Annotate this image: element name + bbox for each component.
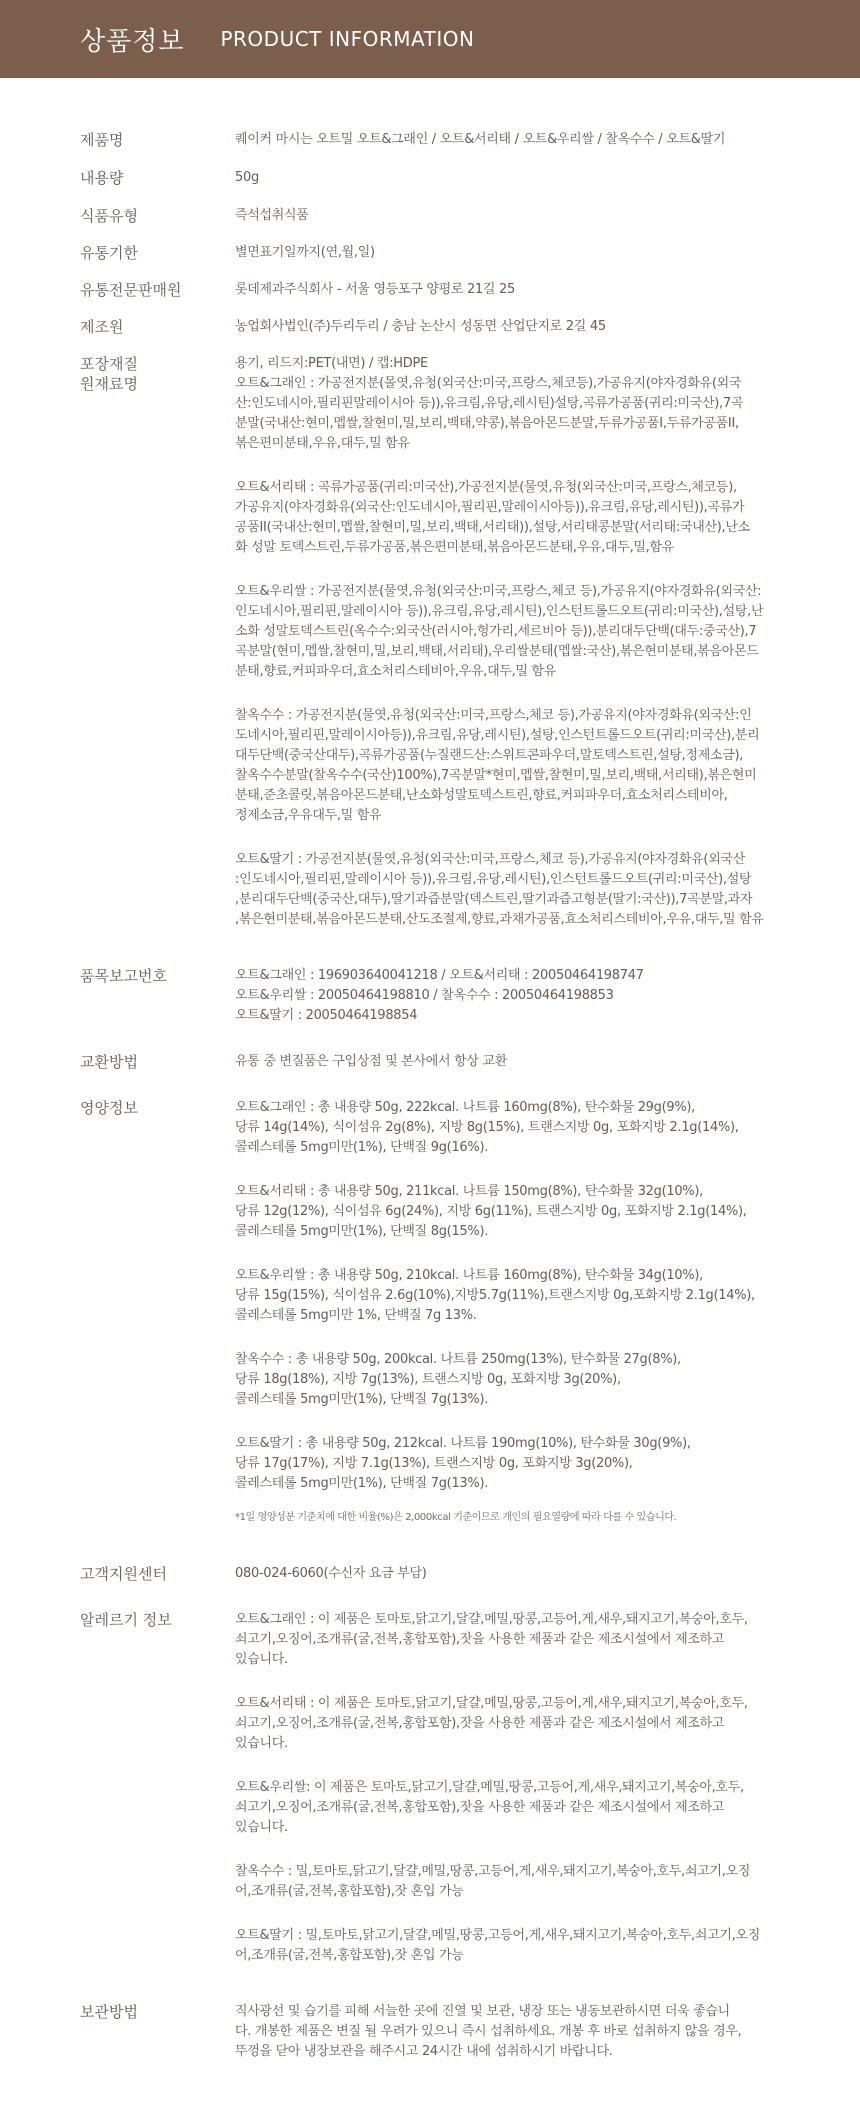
value-manufacturer: 농업회사법인(주)두리두리 / 충남 논산시 성동면 산업단지로 2길 45 bbox=[235, 319, 606, 334]
text-line: 오트&그래인 : 이 제품은 토마토,닭고기,달걀,메밀,땅콩,고등어,게,새우,돼지고기,복숭아,호두, bbox=[235, 1612, 748, 1627]
text-line: 오트&딸기 : 가공전지분(물엿,유청(외국산:미국,프랑스,체코 등),가공유지(야자경화유(외국산 bbox=[235, 852, 745, 867]
value-storage bbox=[235, 2002, 805, 2062]
label-report-no: 품목보고번호 bbox=[80, 967, 167, 985]
text-line: 곡분말(현미,멥쌀,찰현미,밀,보리,백태,서리태),우리쌀분태(멥쌀:국산),볶은현미분태,볶음아몬드 bbox=[235, 644, 759, 659]
nutrition-paragraph bbox=[235, 1434, 805, 1494]
allergy-paragraph bbox=[235, 1926, 805, 1966]
text-line: 콜레스테롤 5mg미만(1%), 단백질 9g(16%). bbox=[235, 1140, 489, 1155]
text-line: 오트&우리쌀 : 20050464198810 / 찰옥수수 : 20050464198853 bbox=[235, 988, 614, 1003]
text-line: 분태,준초콜릿,볶음아몬드분태,난소화성말토덱스트린,향료,커피파우더,효소처리스테비아, bbox=[235, 788, 728, 803]
row-food-type bbox=[80, 206, 830, 226]
text-line: 다. 개봉한 제품은 변질 될 우려가 있으니 즉시 섭취하세요. 개봉 후 바로 섭취하지 않을 경우, bbox=[235, 2024, 742, 2039]
label-ingredients: 원재료명 bbox=[80, 375, 138, 393]
row-expiry bbox=[80, 243, 830, 263]
text-line: 오트&딸기 : 밀,토마토,닭고기,달걀,메밀,땅콩,고등어,게,새우,돼지고기,복숭아,호두,쇠고기,오징 bbox=[235, 1928, 760, 1943]
text-line: 찰옥수수 : 밀,토마토,닭고기,달걀,메밀,땅콩,고등어,게,새우,돼지고기,복숭아,호두,쇠고기,오징 bbox=[235, 1864, 751, 1879]
nutrition-footnote: *1일 영양성분 기준치에 대한 비율(%)은 2,000kcal 기준이므로 개인의 필요열량에 따라 다를 수 있습니다. bbox=[235, 1512, 677, 1523]
allergy-paragraph bbox=[235, 1862, 805, 1902]
nutrition-paragraph bbox=[235, 1350, 805, 1410]
text-line: 찰옥수수분말(찰옥수수(국산)100%),7곡분말*현미,멥쌀,찰현미,밀,보리,백태,서리태),볶은현미 bbox=[235, 768, 757, 783]
value-food-type: 즉석섭취식품 bbox=[235, 208, 309, 223]
text-line: 인도네시아,필리핀,말레이시아 등)),유크림,유당,레시틴),인스턴트롤드오트(귀리:미국산),설탕,난 bbox=[235, 604, 764, 619]
text-line: 오트&서리태 : 총 내용량 50g, 211kcal. 나트륨 150mg(8%), 탄수화물 32g(10%), bbox=[235, 1184, 703, 1199]
text-line: 당류 17g(17%), 지방 7.1g(13%), 트랜스지방 0g, 포화지방 3g(20%), bbox=[235, 1456, 633, 1471]
label-exchange: 교환방법 bbox=[80, 1053, 138, 1071]
label-allergy: 알레르기 정보 bbox=[80, 1611, 172, 1629]
page-header bbox=[0, 0, 860, 78]
row-volume bbox=[80, 168, 830, 188]
value-volume: 50g bbox=[235, 170, 259, 185]
value-ingredients bbox=[235, 374, 805, 930]
text-line: 있습니다. bbox=[235, 1820, 288, 1835]
text-line: 어,조개류(굴,전복,홍합포함),잣 혼입 가능 bbox=[235, 1884, 464, 1899]
value-customer-center: 080-024-6060(수신자 요금 부담) bbox=[235, 1566, 427, 1581]
nutrition-paragraph bbox=[235, 1182, 805, 1242]
text-line: 어,조개류(굴,전복,홍합포함),잣 혼입 가능 bbox=[235, 1948, 464, 1963]
ingredients-paragraph bbox=[235, 582, 805, 682]
label-product-name: 제품명 bbox=[80, 131, 124, 149]
text-line: 있습니다. bbox=[235, 1736, 288, 1751]
row-storage bbox=[80, 2002, 830, 2062]
row-product-name bbox=[80, 130, 830, 150]
header-title-ko: 상품정보 bbox=[80, 26, 185, 57]
text-line: 오트&그래인 : 196903640041218 / 오트&서리태 : 20050464198747 bbox=[235, 968, 644, 983]
value-exchange: 유통 중 변질품은 구입상점 및 본사에서 항상 교환 bbox=[235, 1054, 507, 1069]
allergy-paragraph bbox=[235, 1778, 805, 1838]
label-expiry: 유통기한 bbox=[80, 244, 138, 262]
allergy-paragraph bbox=[235, 1610, 805, 1670]
text-line: :인도네시아,필리핀,말레이시아 등)),유크림,유당,레시틴),인스턴트롤드오트(귀리:미국산),설탕 bbox=[235, 872, 752, 887]
text-line: 쇠고기,오징어,조개류(굴,전복,홍합포함),잣을 사용한 제품과 같은 제조시설에서 제조하고 bbox=[235, 1800, 725, 1815]
text-line: 오트&서리태 : 곡류가공품(귀리:미국산),가공전지분(물엿,유청(외국산:미국,프랑스,체코등), bbox=[235, 480, 737, 495]
text-line: 뚜껑을 닫아 냉장보관을 해주시고 24시간 내에 섭취하시기 바랍니다. bbox=[235, 2044, 613, 2059]
row-distributor bbox=[80, 280, 830, 300]
text-line: 직사광선 및 습기를 피해 서늘한 곳에 진열 및 보관, 냉장 또는 냉동보관하시면 더욱 좋습니 bbox=[235, 2004, 730, 2019]
row-allergy bbox=[80, 1610, 830, 1966]
text-line: 오트&그래인 : 가공전지분(몰엿,유청(외국산:미국,프랑스,체코등),가공유지(야자경화유(외국 bbox=[235, 376, 742, 391]
ingredients-paragraph bbox=[235, 374, 805, 454]
value-expiry: 별면표기일까지(연,월,일) bbox=[235, 245, 375, 260]
text-line: 콜레스테롤 5mg미만(1%), 단백질 8g(15%). bbox=[235, 1224, 489, 1239]
nutrition-paragraph bbox=[235, 1098, 805, 1158]
label-manufacturer: 제조원 bbox=[80, 318, 124, 336]
text-line: 오트&딸기 : 20050464198854 bbox=[235, 1008, 418, 1023]
value-allergy bbox=[235, 1610, 805, 1966]
text-line: 볶은편미분태,우유,대두,밀 함유 bbox=[235, 436, 410, 451]
text-line: 도네시아,필리핀,말레이시아등)),유크림,유당,레시틴),설탕,인스턴트롤드오트(귀리:미국산),분리 bbox=[235, 728, 760, 743]
value-distributor: 롯데제과주식회사 - 서울 영등포구 양평로 21길 25 bbox=[235, 282, 515, 297]
row-report-no bbox=[80, 966, 830, 1026]
allergy-paragraph bbox=[235, 1694, 805, 1754]
text-line: 당류 15g(15%), 식이섬유 2.6g(10%),지방5.7g(11%),트랜스지방 0g,포화지방 2.1g(14%), bbox=[235, 1288, 755, 1303]
nutrition-paragraph bbox=[235, 1266, 805, 1326]
text-line: 당류 18g(18%), 지방 7g(13%), 트랜스지방 0g, 포화지방 3g(20%), bbox=[235, 1372, 621, 1387]
ingredients-paragraph bbox=[235, 478, 805, 558]
value-report-no bbox=[235, 966, 805, 1026]
header-title-en: PRODUCT INFORMATION bbox=[220, 27, 475, 51]
text-line: 산:인도네시아,필리핀말레이시아 등)),유크림,유당,레시틴)설탕,곡류가공품(귀리:미국산),7곡 bbox=[235, 396, 744, 411]
text-line: 오트&딸기 : 총 내용량 50g, 212kcal. 나트륨 190mg(10%), 탄수화물 30g(9%), bbox=[235, 1436, 691, 1451]
label-distributor: 유통전문판매원 bbox=[80, 281, 182, 299]
label-storage: 보관방법 bbox=[80, 2003, 138, 2021]
product-info-table bbox=[0, 130, 860, 2062]
text-line: 정제소금,우유대두,밀 함유 bbox=[235, 808, 382, 823]
text-line: 당류 14g(14%), 식이섬유 2g(8%), 지방 8g(15%), 트랜스지방 0g, 포화지방 2.1g(14%), bbox=[235, 1120, 739, 1135]
text-line: ,분리대두단백(중국산,대두),딸기과즙분말(덱스트린,딸기과즙고형분(딸기:국산)),7곡분말,과자 bbox=[235, 892, 753, 907]
text-line: 오트&우리쌀 : 총 내용량 50g, 210kcal. 나트륨 160mg(8%), 탄수화물 34g(10%), bbox=[235, 1268, 703, 1283]
value-nutrition bbox=[235, 1098, 805, 1528]
value-product-name: 퀘이커 마시는 오트밀 오트&그래인 / 오트&서리태 / 오트&우리쌀 / 찰옥수수 / 오트&딸기 bbox=[235, 132, 726, 147]
ingredients-paragraph bbox=[235, 850, 805, 930]
label-food-type: 식품유형 bbox=[80, 207, 138, 225]
text-line: 있습니다. bbox=[235, 1652, 288, 1667]
label-volume: 내용량 bbox=[80, 169, 124, 187]
text-line: 쇠고기,오징어,조개류(굴,전복,홍합포함),잣을 사용한 제품과 같은 제조시설에서 제조하고 bbox=[235, 1716, 725, 1731]
text-line: 화 성말 토덱스트린,두류가공품,볶은편미분태,볶음아몬드분태,우유,대두,밀,함유 bbox=[235, 540, 675, 555]
row-ingredients bbox=[80, 374, 830, 930]
text-line: 당류 12g(12%), 식이섬유 6g(24%), 지방 6g(11%), 트랜스지방 0g, 포화지방 2.1g(14%), bbox=[235, 1204, 747, 1219]
row-packaging bbox=[80, 354, 830, 374]
ingredients-paragraph bbox=[235, 706, 805, 826]
text-line: 콜레스테롤 5mg미만(1%), 단백질 7g(13%). bbox=[235, 1392, 489, 1407]
row-manufacturer bbox=[80, 317, 830, 337]
text-line: 대두단백(중국산대두),곡류가공품(누질랜드산:스위트콘파우더,말토덱스트린,설탕,정제소금), bbox=[235, 748, 744, 763]
text-line: 분말(국내산:현미,멥쌀,찰현미,밀,보리,백태,약콩),볶음아몬드분말,두류가공품I,두류가공품II, bbox=[235, 416, 739, 431]
label-packaging: 포장재질 bbox=[80, 355, 138, 373]
text-line: 소화 성말토덱스트린(옥수수:외국산(러시아,헝가리,세르비아 등)),분리대두단백(대두:중국산),7 bbox=[235, 624, 757, 639]
row-nutrition bbox=[80, 1098, 830, 1528]
label-nutrition: 영양정보 bbox=[80, 1099, 138, 1117]
value-packaging: 용기, 리드지:PET(내면) / 캡:HDPE bbox=[235, 356, 428, 371]
text-line: 콜레스테롤 5mg미만(1%), 단백질 7g(13%). bbox=[235, 1476, 489, 1491]
text-line: 찰옥수수 : 총 내용량 50g, 200kcal. 나트륨 250mg(13%), 탄수화물 27g(8%), bbox=[235, 1352, 681, 1367]
text-line: 오트&우리쌀: 이 제품은 토마토,닭고기,달걀,메밀,땅콩,고등어,게,새우,돼지고기,복숭아,호두, bbox=[235, 1780, 744, 1795]
text-line: ,볶은현미분태,볶음아몬드분태,산도조절제,향료,과채가공품,효소처리스테비아,우유,대두,밀 함유 bbox=[235, 912, 764, 927]
row-customer-center bbox=[80, 1564, 830, 1584]
text-line: 찰옥수수 : 가공전지분(물엿,유청(외국산:미국,프랑스,체코 등),가공유지(야자경화유(외국산:인 bbox=[235, 708, 752, 723]
label-customer-center: 고객지원센터 bbox=[80, 1565, 167, 1583]
text-line: 공품II(국내산:현미,멥쌀,찰현미,밀,보리,백태,서리태)),설탕,서리태콩분말(서리태:국내산),난소 bbox=[235, 520, 750, 535]
text-line: 분태,향료,커피파우더,효소처리스테비아,우유,대두,밀 함유 bbox=[235, 664, 557, 679]
text-line: 오트&서리태 : 이 제품은 토마토,닭고기,달걀,메밀,땅콩,고등어,게,새우,돼지고기,복숭아,호두, bbox=[235, 1696, 748, 1711]
text-line: 쇠고기,오징어,조개류(굴,전복,홍합포함),잣을 사용한 제품과 같은 제조시설에서 제조하고 bbox=[235, 1632, 725, 1647]
text-line: 오트&우리쌀 : 가공전지분(물엿,유청(외국산:미국,프랑스,체코 등),가공유지(야자경화유(외국산: bbox=[235, 584, 762, 599]
text-line: 오트&그래인 : 총 내용량 50g, 222kcal. 나트륨 160mg(8%), 탄수화물 29g(9%), bbox=[235, 1100, 695, 1115]
row-exchange bbox=[80, 1052, 830, 1072]
text-line: 가공유지(야자경화유(외국산:인도네시아,필리핀,말레이시아등)),유크림,유당,레시틴)),곡류가 bbox=[235, 500, 745, 515]
text-line: 콜레스테롤 5mg미만 1%, 단백질 7g 13%. bbox=[235, 1308, 477, 1323]
